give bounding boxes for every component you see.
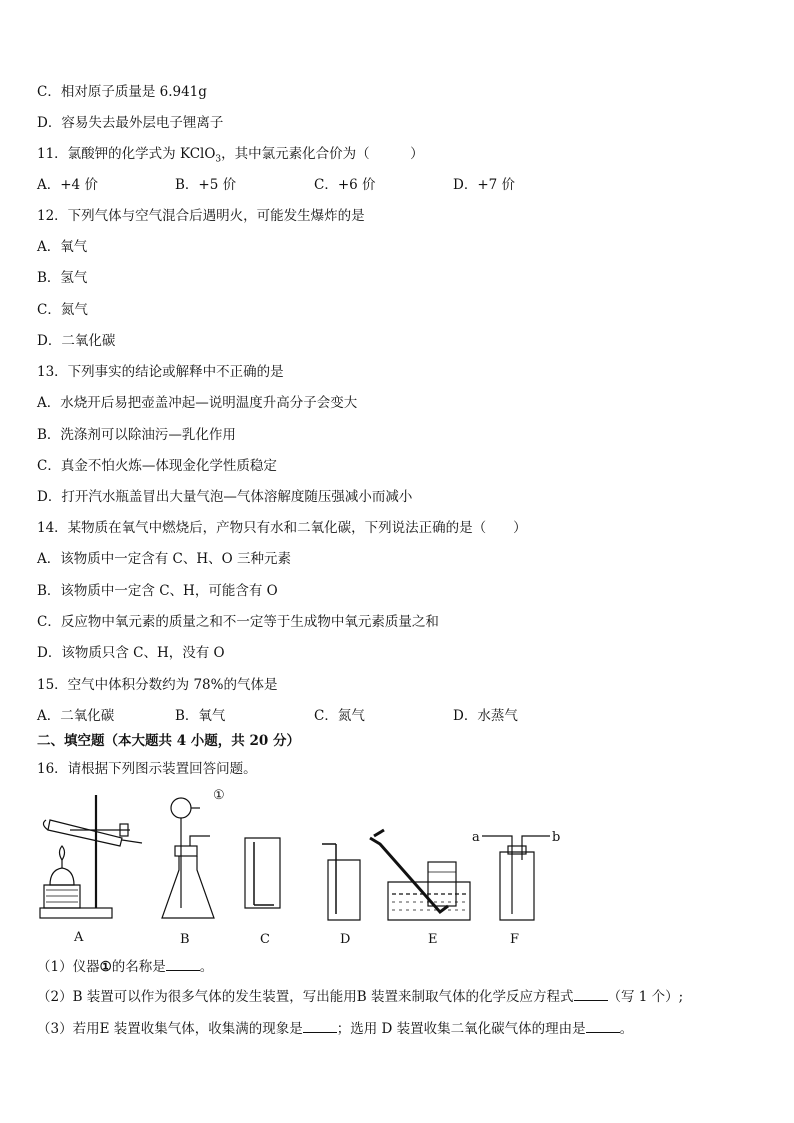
q13-option-c: C．真金不怕火炼—体现金化学性质稳定 bbox=[37, 458, 277, 474]
q14-stem: 14．某物质在氧气中燃烧后，产物只有水和二氧化碳，下列说法正确的是（ ） bbox=[37, 520, 527, 536]
q16-sub2-post: （写 1 个）; bbox=[607, 989, 684, 1005]
q11-option-c: C．+6 价 bbox=[314, 177, 376, 193]
q11-option-d: D．+7 价 bbox=[453, 177, 516, 193]
q10-option-c: C．相对原子质量是 6.941g bbox=[37, 84, 207, 100]
q11-option-b: B．+5 价 bbox=[175, 177, 237, 193]
q11-option-a: A．+4 价 bbox=[37, 177, 98, 193]
q12-option-b: B．氢气 bbox=[37, 270, 88, 286]
q11-stem-sub: 3 bbox=[215, 154, 222, 165]
q14-option-d: D．该物质只含 C、H，没有 O bbox=[37, 645, 225, 661]
figure-label-d: D bbox=[340, 932, 351, 947]
q12-option-d: D．二氧化碳 bbox=[37, 333, 116, 349]
q15-stem: 15．空气中体积分数约为 78%的气体是 bbox=[37, 677, 278, 693]
q13-stem: 13．下列事实的结论或解释中不正确的是 bbox=[37, 364, 284, 380]
apparatus-diagram bbox=[30, 790, 570, 950]
q14-option-c: C．反应物中氧元素的质量之和不一定等于生成物中氧元素质量之和 bbox=[37, 614, 439, 630]
figure-label-f: F bbox=[510, 932, 520, 947]
q16-sub3-pre: （3）若用E 装置收集气体，收集满的现象是 bbox=[37, 1021, 303, 1037]
q16-sub1-post: 的名称是 bbox=[111, 959, 166, 975]
apparatus-figure bbox=[30, 790, 570, 950]
q13-option-b: B．洗涤剂可以除油污—乳化作用 bbox=[37, 427, 236, 443]
answer-blank bbox=[574, 988, 608, 1001]
q11-stem bbox=[37, 145, 424, 169]
port-b-label: b bbox=[552, 830, 561, 845]
q13-option-a: A．水烧开后易把壶盖冲起—说明温度升高分子会变大 bbox=[37, 395, 358, 411]
q15-option-c: C．氮气 bbox=[314, 708, 365, 724]
circled-1: ① bbox=[99, 959, 112, 975]
q10-option-d: D．容易失去最外层电子锂离子 bbox=[37, 115, 224, 131]
q12-option-a: A．氧气 bbox=[37, 239, 88, 255]
apparatus-c bbox=[245, 838, 280, 908]
q16-sub2-pre: （2）B 装置可以作为很多气体的发生装置，写出能用B 装置来制取气体的化学反应方程式 bbox=[37, 989, 574, 1005]
answer-blank bbox=[166, 958, 200, 971]
figure-label-b: B bbox=[180, 932, 190, 947]
q13-option-d: D．打开汽水瓶盖冒出大量气泡—气体溶解度随压强减小而减小 bbox=[37, 489, 413, 505]
section-heading: 二、填空题（本大题共 4 小题，共 20 分） bbox=[37, 733, 300, 749]
q16-sub1-end: 。 bbox=[199, 959, 214, 975]
q14-option-b: B．该物质中一定含 C、H，可能含有 O bbox=[37, 583, 278, 599]
q15-option-b: B．氧气 bbox=[175, 708, 226, 724]
marker-1-label: ① bbox=[213, 788, 225, 803]
apparatus-b bbox=[162, 798, 214, 918]
q16-sub2 bbox=[37, 988, 683, 1006]
figure-label-e: E bbox=[428, 932, 438, 947]
apparatus-d bbox=[322, 844, 360, 920]
port-a-label: a bbox=[472, 830, 480, 845]
q16-sub3 bbox=[37, 1020, 633, 1038]
apparatus-f bbox=[482, 836, 550, 920]
figure-label-a: A bbox=[74, 930, 84, 945]
answer-blank bbox=[303, 1020, 337, 1033]
apparatus-a bbox=[40, 795, 142, 918]
q16-sub3-mid: ；选用 D 装置收集二氧化碳气体的理由是 bbox=[336, 1021, 586, 1037]
q12-stem: 12．下列气体与空气混合后遇明火，可能发生爆炸的是 bbox=[37, 208, 365, 224]
apparatus-e bbox=[370, 830, 470, 920]
q14-option-a: A．该物质中一定含有 C、H、O 三种元素 bbox=[37, 551, 292, 567]
answer-blank bbox=[586, 1020, 620, 1033]
q11-stem-post: ，其中氯元素化合价为（ ） bbox=[221, 146, 424, 162]
q16-sub1 bbox=[37, 958, 213, 976]
q16-sub3-end: 。 bbox=[619, 1021, 634, 1037]
q12-option-c: C．氮气 bbox=[37, 302, 88, 318]
figure-label-c: C bbox=[260, 932, 270, 947]
q15-option-a: A．二氧化碳 bbox=[37, 708, 115, 724]
q16-sub1-pre: （1）仪器 bbox=[37, 959, 100, 975]
q16-stem: 16．请根据下列图示装置回答问题。 bbox=[37, 761, 257, 777]
q11-stem-pre: 11．氯酸钾的化学式为 KClO bbox=[37, 146, 216, 162]
q15-option-d: D．水蒸气 bbox=[453, 708, 518, 724]
